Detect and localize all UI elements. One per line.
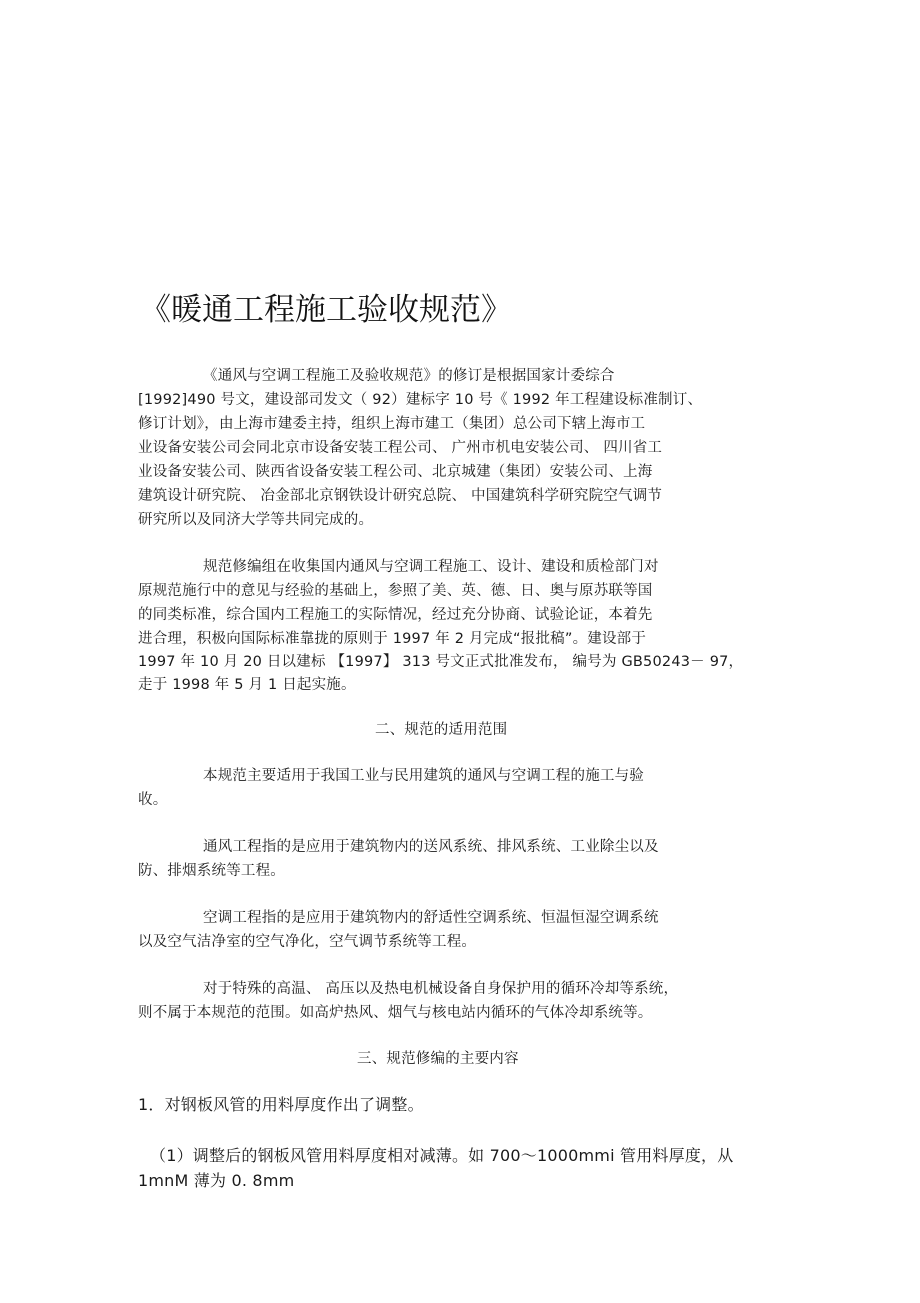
p1-line-5: 业设备安装公司、陕西省设备安装工程公司、北京城建（集团）安装公司、上海 — [138, 464, 653, 480]
p2-line-4: 进合理，积极向国际标准靠拢的原则于 1997 年 2 月完成“报批稿”。建设部于 — [138, 631, 647, 647]
p5-line-2: 以及空气洁净室的空气净化，空气调节系统等工程。 — [138, 934, 477, 950]
p1-line-6: 建筑设计研究院、 冶金部北京钢铁设计研究总院、 中国建筑科学研究院空气调节 — [138, 488, 663, 504]
p1-line-4: 业设备安装公司会同北京市设备安装工程公司、 广州市机电安装公司、 四川省工 — [138, 440, 663, 456]
sub-item-1-line-1: （1）调整后的钢板风管用料厚度相对减薄。如 700〜1000mmi 管用料厚度，从 — [150, 1146, 734, 1165]
p1-line-7: 研究所以及同济大学等共同完成的。 — [138, 512, 374, 528]
p2-line-2: 原规范施行中的意见与经验的基础上，参照了美、英、德、日、奥与原苏联等国 — [138, 583, 653, 599]
p4-line-2: 防、排烟系统等工程。 — [138, 863, 285, 879]
p3-line-1: 本规范主要适用于我国工业与民用建筑的通风与空调工程的施工与验 — [203, 768, 644, 784]
document-title: 《暖通工程施工验收规范》 — [140, 292, 512, 328]
p2-line-1: 规范修编组在收集国内通风与空调工程施工、设计、建设和质检部门对 — [203, 559, 659, 575]
section-heading-2: 二、规范的适用范围 — [375, 722, 508, 738]
p2-line-3: 的同类标准，综合国内工程施工的实际情况，经过充分协商、试验论证，本着先 — [138, 607, 653, 623]
p4-line-1: 通风工程指的是应用于建筑物内的送风系统、排风系统、工业除尘以及 — [203, 839, 659, 855]
p3-line-2: 收。 — [138, 792, 168, 808]
section-heading-3: 三、规范修编的主要内容 — [357, 1051, 519, 1067]
p2-line-5: 1997 年 10 月 20 日以建标 【1997】 313 号文正式批准发布， 编号为 GB50243－ 97， — [138, 654, 744, 670]
p2-line-6: 走于 1998 年 5 月 1 日起实施。 — [138, 677, 356, 693]
p6-line-1: 对于特殊的高温、 高压以及热电机械设备自身保护用的循环冷却等系统， — [203, 981, 679, 997]
list-item-1: 1．对钢板风管的用料厚度作出了调整。 — [138, 1095, 424, 1114]
p5-line-1: 空调工程指的是应用于建筑物内的舒适性空调系统、恒温恒湿空调系统 — [203, 910, 659, 926]
p6-line-2: 则不属于本规范的范围。如高炉热风、烟气与核电站内循环的气体冷却系统等。 — [138, 1005, 653, 1021]
sub-item-1-line-2: 1mnM 薄为 0. 8mm — [138, 1171, 295, 1190]
p1-line-3: 修订计划》，由上海市建委主持，组织上海市建工（集团）总公司下辖上海市工 — [138, 416, 646, 432]
p1-line-2: [1992]490 号文，建设部司发文（ 92）建标字 10 号《 1992 年工程建设标准制订、 — [138, 392, 703, 408]
p1-line-1: 《通风与空调工程施工及验收规范》的修订是根据国家计委综合 — [203, 368, 615, 384]
